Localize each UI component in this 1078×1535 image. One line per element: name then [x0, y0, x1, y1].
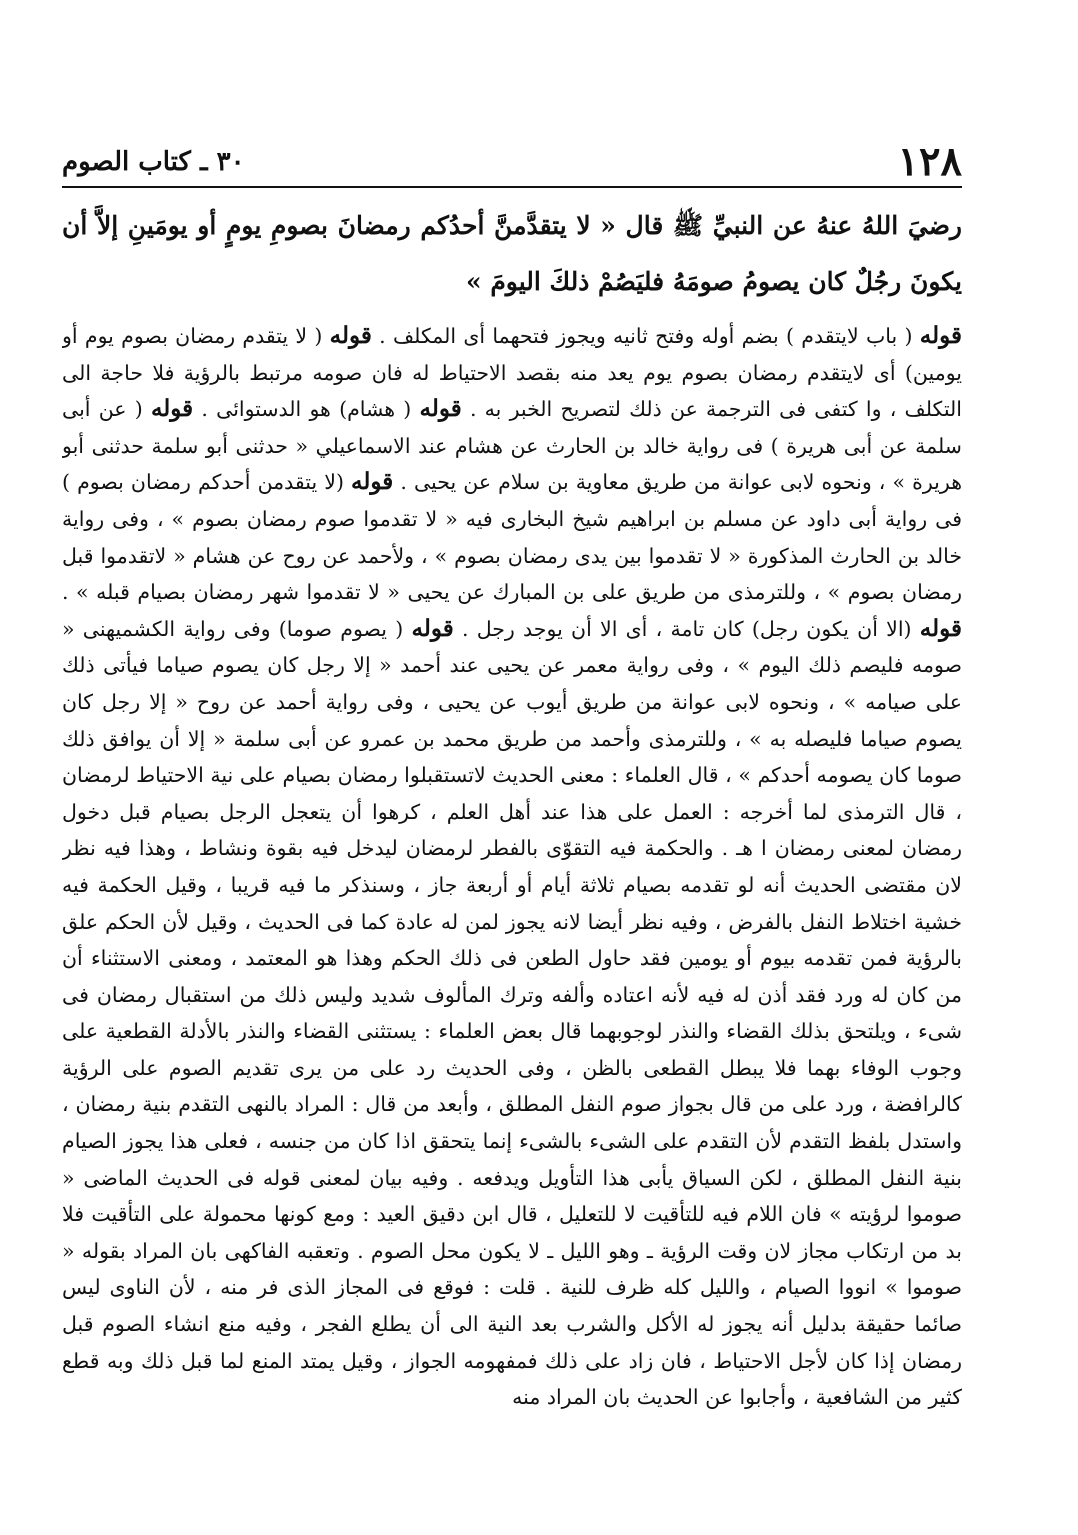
qawluhu-keyword: قوله: [329, 322, 372, 349]
hadith-text-block: [62, 198, 962, 310]
commentary-segment: ( لا يتقدم رمضان بصوم يوم أو يومين) أى لايتقدم رمضان بصوم يوم يعد منه بقصد الاحتياط له فان صومه مرتبط بالرؤية فلا حاجة الى التكلف ، وا كتفى فى الترجمة عن ذلك لتصريح الخبر به .: [62, 324, 962, 422]
running-head-title: ٣٠ ـ كتاب الصوم: [62, 147, 245, 177]
qawluhu-keyword: قوله: [351, 468, 394, 496]
commentary-segment: ( يصوم صوما) وفى رواية الكشميهنى « صومه فليصم ذلك اليوم » ، وفى رواية معمر عن يحيى عند أحمد « إلا رجل كان يصوم صياما فيأتى ذلك على صيامه » ، ونحوه لابى عوانة من طريق أيوب عن يحيى ، وفى رواية أحمد عن روح « إلا رجل كان يصوم صياما فليصله به » ، وللترمذى وأحمد من طريق محمد بن عمرو عن أبى سلمة « إلا أن يوافق ذلك صوما كان يصومه أحدكم » ، قال العلماء : معنى الحديث لاتستقبلوا رمضان بصيام على نية الاحتياط لرمضان ، قال الترمذى لما أخرجه : العمل على هذا عند أهل العلم ، كرهوا أن يتعجل الرجل بصيام قبل دخول رمضان لمعنى رمضان ا هـ . والحكمة فيه التقوّى بالفطر لرمضان ليدخل فيه بقوة ونشاط ، وهذا فيه نظر لان مقتضى الحديث أنه لو تقدمه بصيام ثلاثة أيام أو أربعة جاز ، وسنذكر ما فيه قريبا ، وقيل الحكمة فيه خشية اختلاط النفل بالفرض ، وفيه نظر أيضا لانه يجوز لمن له عادة كما فى الحديث ، وقيل لأن الحكم علق بالرؤية فمن تقدمه بيوم أو يومين فقد حاول الطعن فى ذلك الحكم وهذا هو المعتمد ، ومعنى الاستثناء أن من كان له ورد فقد أذن له فيه لأنه اعتاده وألفه وترك المألوف شديد وليس ذلك من استقبال رمضان فى شىء ، ويلتحق بذلك القضاء والنذر لوجوبهما قال بعض العلماء : يستثنى القضاء والنذر بالأدلة القطعية على وجوب الوفاء بهما فلا يبطل القطعى بالظن ، وفى الحديث رد على من يرى تقديم الصوم على الرؤية كالرافضة ، ورد على من قال بجواز صوم النفل المطلق ، وأبعد من قال : المراد بالنهى التقدم بنية رمضان ، واستدل بلفظ التقدم لأن التقدم على الشىء بالشىء إنما يتحقق اذا كان من جنسه ، فعلى هذا يجوز الصيام بنية النفل المطلق ، لكن السياق يأبى هذا التأويل ويدفعه . وفيه بيان لمعنى قوله فى الحديث الماضى « صوموا لرؤيته » فان اللام فيه للتأقيت لا للتعليل ، قال ابن دقيق العيد : ومع كونها محمولة على التأقيت فلا بد من ارتكاب مجاز لان وقت الرؤية ـ وهو الليل ـ لا يكون محل الصوم . وتعقبه الفاكهى بان المراد بقوله « صوموا » انووا الصيام ، والليل كله ظرف للنية . قلت : فوقع فى المجاز الذى فر منه ، لأن الناوى ليس صائما حقيقة بدليل أنه يجوز له الأكل والشرب بعد النية الى أن يطلع الفجر ، وفيه منع انشاء الصوم قبل رمضان إذا كان لأجل الاحتياط ، فان زاد على ذلك فمفهومه الجواز ، وقيل يمتد المنع لما قبل ذلك وبه قطع كثير من الشافعية ، وأجابوا عن الحديث بان المراد منه: [62, 616, 962, 1410]
page-header: [62, 138, 962, 186]
commentary-segment: (الا أن يكون رجل) كان تامة ، أى الا أن يوجد رجل .: [453, 616, 920, 641]
commentary-segment: ( باب لايتقدم ) بضم أوله وفتح ثانيه ويجوز فتحهما أى المكلف .: [371, 324, 920, 348]
commentary-segment: ( عن أبى سلمة عن أبى هريرة ) فى رواية خالد بن الحارث عن هشام عند الاسماعيلي « حدثنى أبو سلمة حدثنى أبو هريرة » ، ونحوه لابى عوانة من طريق معاوية بن سلام عن يحيى .: [62, 397, 962, 495]
qawluhu-keyword: قوله: [419, 395, 462, 423]
qawluhu-keyword: قوله: [919, 614, 962, 642]
commentary-block: [62, 318, 962, 1518]
commentary-segment: (لا يتقدمن أحدكم رمضان بصوم ) فى رواية أبى داود عن مسلم بن ابراهيم شيخ البخارى فيه « لا تقدموا صوم رمضان بصوم » ، وفى رواية خالد بن الحارث المذكورة « لا تقدموا بين يدى رمضان بصوم » ، ولأحمد عن روح عن هشام « لاتقدموا قبل رمضان بصوم » ، وللترمذى من طريق على بن المبارك عن يحيى « لا تقدموا شهر رمضان بصيام قبله » .: [62, 470, 962, 605]
qawluhu-keyword: قوله: [411, 614, 454, 642]
qawluhu-keyword: قوله: [919, 322, 962, 349]
page-number: ١٢٨: [897, 138, 962, 185]
commentary-segment: ( هشام) هو الدستوائى .: [193, 397, 420, 422]
qawluhu-keyword: قوله: [150, 395, 194, 423]
header-rule: [62, 186, 962, 188]
commentary-paragraph: [62, 318, 962, 1416]
hadith-text: رضيَ اللهُ عنهُ عن النبيِّ ﷺ قال « لا يتقدَّمنَّ أحدُكم رمضانَ بصومِ يومٍ أو يومَينِ إلاَّ أن يكونَ رجُلٌ كان يصومُ صومَهُ فليَصُمْ ذلكَ اليومَ »: [62, 211, 962, 296]
